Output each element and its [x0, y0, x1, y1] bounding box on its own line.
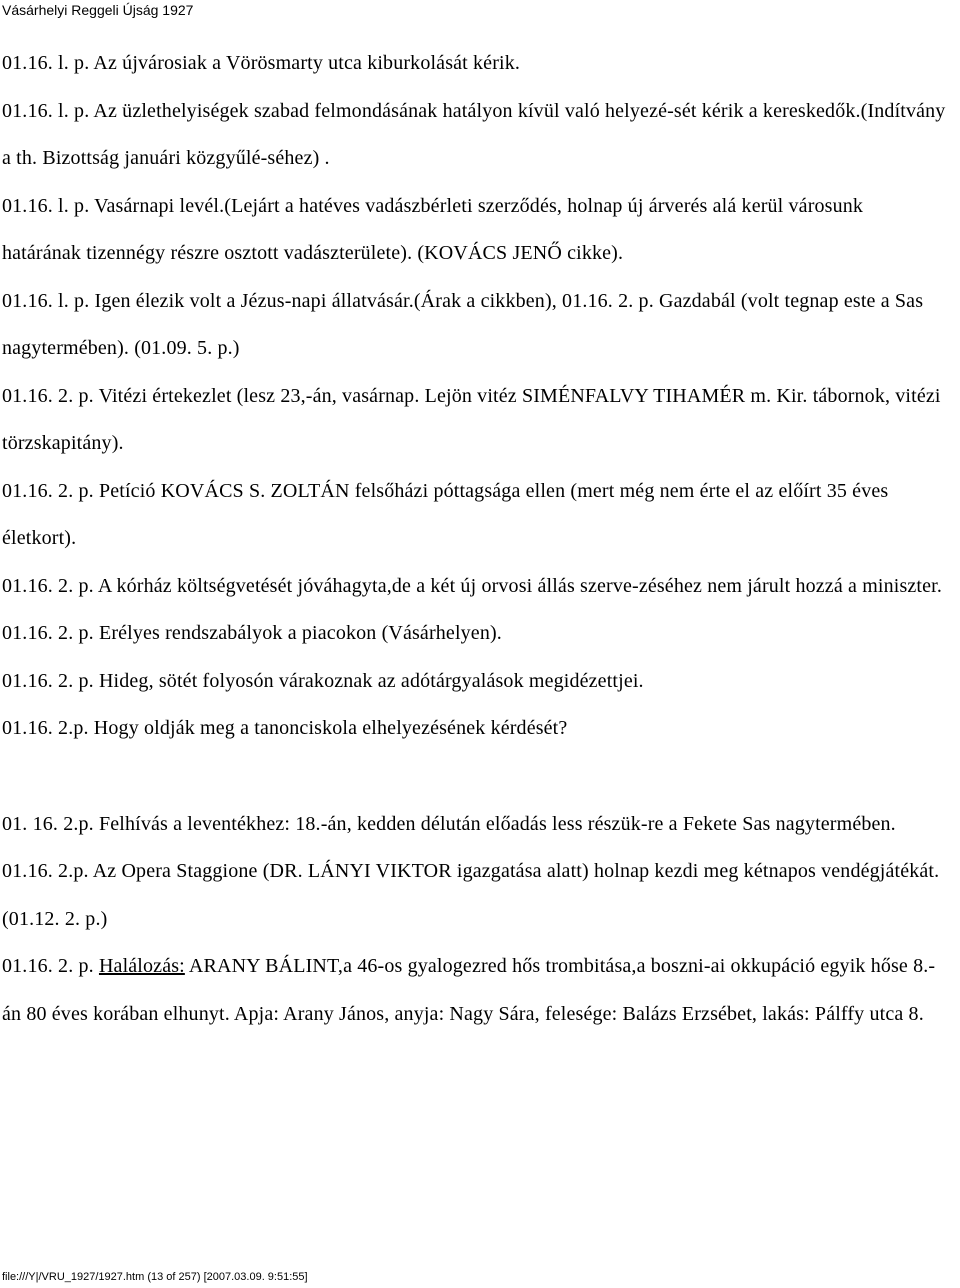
page-header-title: Vásárhelyi Reggeli Újság 1927	[2, 2, 194, 18]
entry-tanonciskola: 01.16. 2.p. Hogy oldják meg a tanonciskola elhelyezésének kérdését?	[2, 717, 568, 739]
entry-peticio: 01.16. 2. p. Petíció KOVÁCS S. ZOLTÁN felsőházi póttagsága ellen (mert még nem érte el az előírt 35 éves életkort).	[2, 479, 889, 549]
entry-halalozas-text: ARANY BÁLINT,a 46-os gyalogezred hős trombitása,a boszni-ai okkupáció egyik hőse 8.-án 80 éves korában elhunyt. Apja: Arany János, anyja: Nagy Sára, felesége: Balázs Erzsébet, lakás: Pálffy utca 8.	[2, 955, 936, 1025]
entry-halalozas-prefix: 01.16. 2. p.	[2, 955, 99, 977]
entry-piacok-rendszabalyok: 01.16. 2. p. Erélyes rendszabályok a piacokon (Vásárhelyen).	[2, 622, 502, 644]
entry-opera-staggione: 01.16. 2.p. Az Opera Staggione (DR. LÁNYI VIKTOR igazgatása alatt) holnap kezdi meg kétnapos vendégjátékát. (01.12. 2. p.)	[2, 860, 940, 930]
entries-list	[2, 40, 947, 1038]
entry-vitezi-ertekezlet: 01.16. 2. p. Vitézi értekezlet (lesz 23,-án, vasárnap. Lejön vitéz SIMÉNFALVY TIHAMÉR m. Kir. tábornok, vitézi törzskapitány).	[2, 384, 941, 454]
entry-ado-folyoso: 01.16. 2. p. Hideg, sötét folyosón várakoznak az adótárgyalások megidézettjei.	[2, 669, 644, 692]
entry-uzlethelyisegek: 01.16. l. p. Az üzlethelyiségek szabad felmondásának hatályon kívül való helyezé-sét kérik a kereskedők.(Indítvány a th. Bizottság januári közgyűlé-séhez) .	[2, 99, 946, 169]
entry-vorosmarty-utca: 01.16. l. p. Az újvárosiak a Vörösmarty utca kiburkolását kérik.	[2, 52, 521, 74]
entry-korhaz-koltsegvetes: 01.16. 2. p. A kórház költségvetését jóváhagyta,de a két új orvosi állás szerve-zéséhez nem járult hozzá a miniszter.	[2, 574, 943, 597]
page-footer-file-path: file:///Y|/VRU_1927/1927.htm (13 of 257) [2007.03.09. 9:51:55]	[2, 1271, 308, 1283]
entry-vasarnapi-level: 01.16. l. p. Vasárnapi levél.(Lejárt a hatéves vadászbérleti szerződés, holnap új árverés alá kerül városunk határának tizennégy részre osztott vadászterülete). (KOVÁCS JENŐ cikke).	[2, 194, 864, 264]
entry-allatvasar-gazdabal: 01.16. l. p. Igen élezik volt a Jézus-napi állatvásár.(Árak a cikkben), 01.16. 2. p. Gazdabál (volt tegnap este a Sas nagytermében). (01.09. 5. p.)	[2, 289, 924, 359]
halalozas-link[interactable]: Halálozás:	[98, 955, 185, 977]
entry-leventek-felhivas: 01. 16. 2.p. Felhívás a leventékhez: 18.-án, kedden délután előadás less részük-re a Fekete Sas nagytermében.	[2, 812, 896, 835]
entry-halalozas	[2, 943, 947, 1038]
